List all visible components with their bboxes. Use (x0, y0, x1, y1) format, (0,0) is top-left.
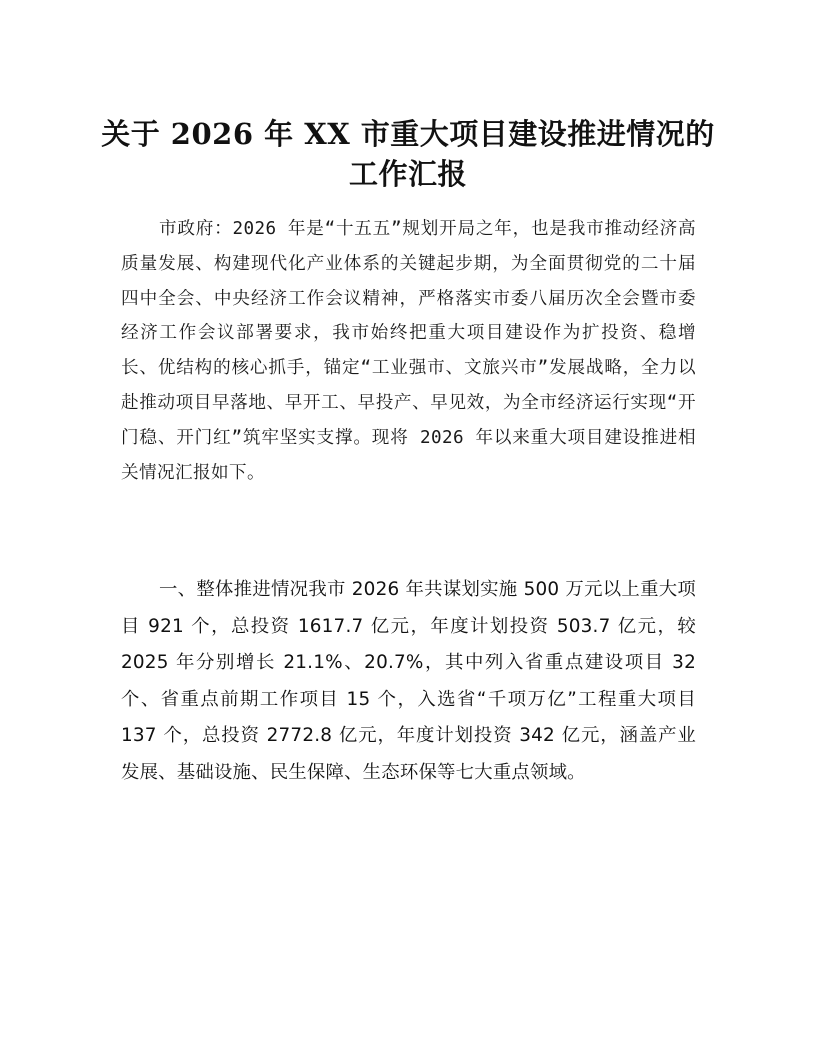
intro-paragraph: 市政府：2026 年是“十五五”规划开局之年，也是我市推动经济高质量发展、构建现代化产业体系的关键起步期，为全面贯彻党的二十届四中全会、中央经济工作会议精神，严格落实市委八届历次全会暨市委经济工作会议部署要求，我市始终把重大项目建设作为扩投资、稳增长、优结构的核心抓手，锚定“工业强市、文旅兴市”发展战略，全力以赴推动项目早落地、早开工、早投产、早见效，为全市经济运行实现“开门稳、开门红”筑牢坚实支撑。现将 2026 年以来重大项目建设推进相关情况汇报如下。 (121, 219, 696, 483)
section-one-paragraph: 一、整体推进情况我市 2026 年共谋划实施 500 万元以上重大项目 921 个，总投资 1617.7 亿元，年度计划投资 503.7 亿元，较 2025 年分别增长 21.1%、20.7%，其中列入省重点建设项目 32 个、省重点前期工作项目 15 个，入选省“千项万亿”工程重大项目 137 个，总投资 2772.8 亿元，年度计划投资 342 亿元，涵盖产业发展、基础设施、民生保障、生态环保等七大重点领域。 (121, 579, 696, 783)
document-title-line-1: 关于 2026 年 XX 市重大项目建设推进情况的 (101, 117, 715, 151)
document-title-line-2: 工作汇报 (348, 157, 467, 191)
